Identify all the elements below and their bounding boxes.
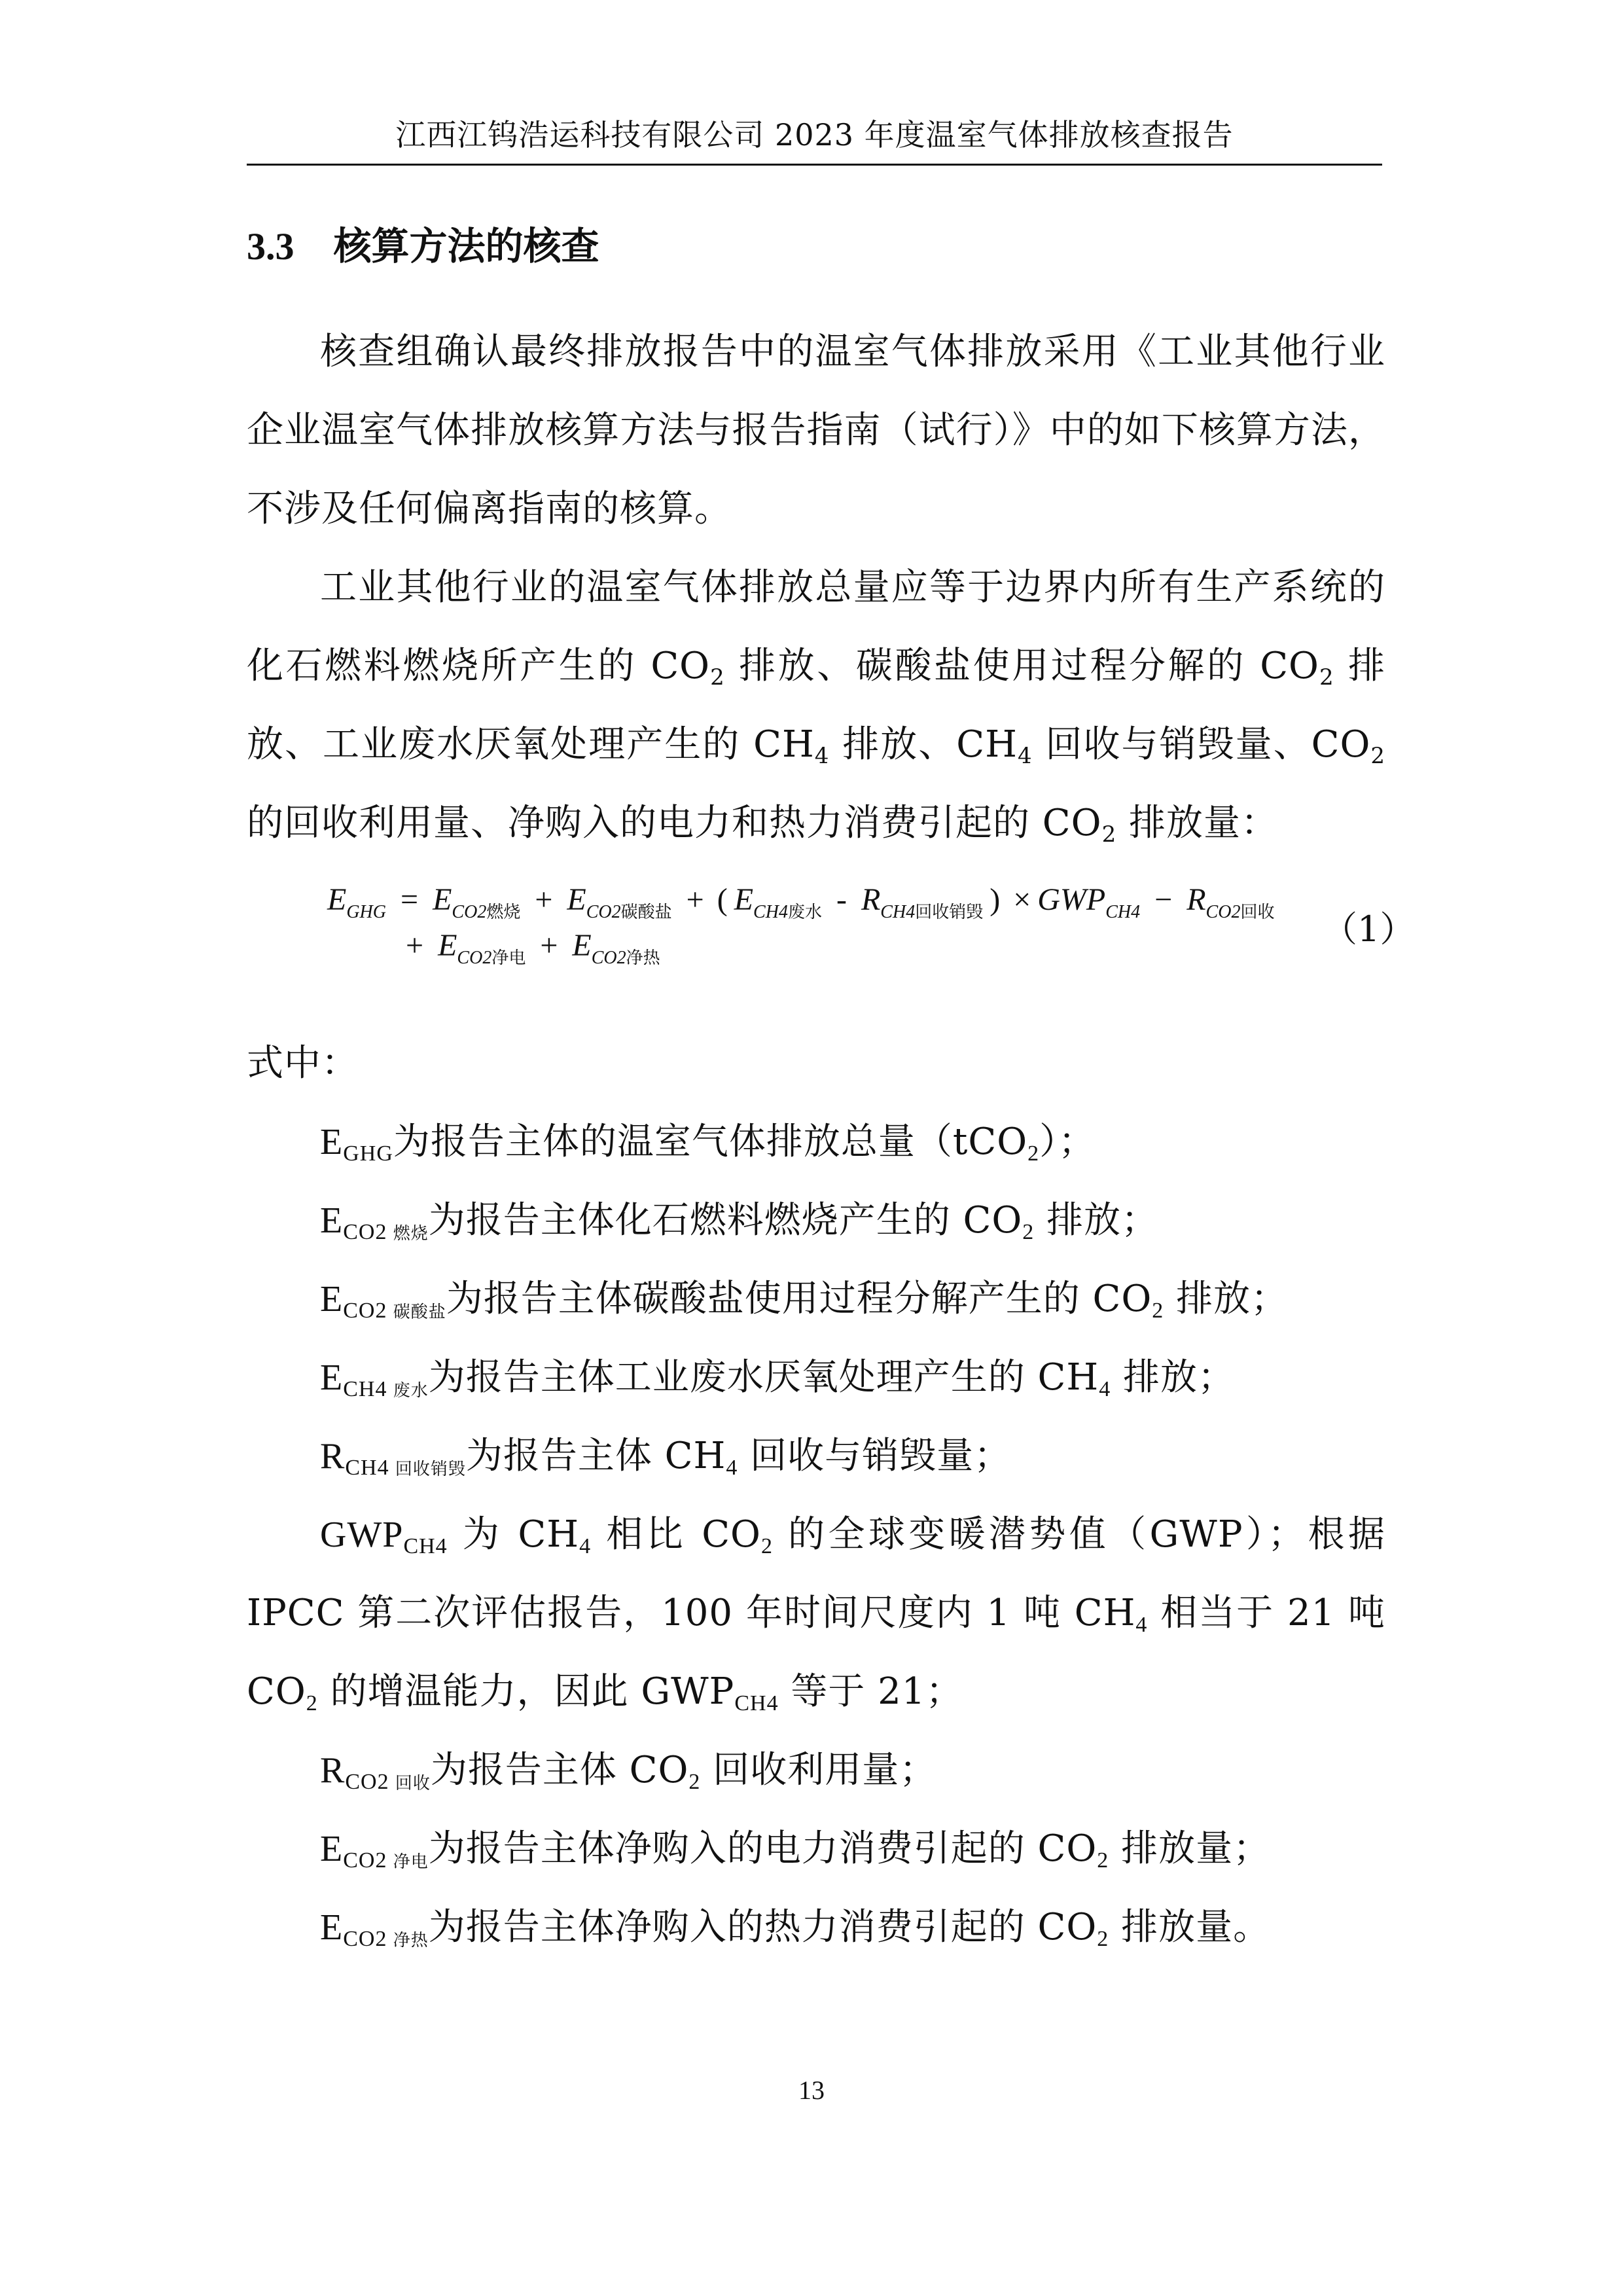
definition-line: $E_{CO2}$ $_{净热}$为报告主体净购入的热力消费引起的 $CO_2$ 排放量。 xyxy=(320,1906,1271,1951)
section-title: 核算方法的核查 xyxy=(333,224,599,268)
definition-line: $E_{CO2}$ $_{燃烧}$为报告主体化石燃料燃烧产生的 $CO_2$ 排放； xyxy=(320,1199,1159,1244)
definition-line: $E_{CO2}$ $_{碳酸盐}$为报告主体碳酸盐使用过程分解产生的 $CO_2$ 排放； xyxy=(320,1278,1289,1323)
paragraph-intro: 核查组确认最终排放报告中的温室气体排放采用《工业其他行业企业温室气体排放核算方法与报告指南（试行）》中的如下核算方法，不涉及任何偏离指南的核算。 xyxy=(247,331,1385,530)
formula-line-2: + $E_{CO2净电} + E_{CO2净热}$ xyxy=(406,928,660,968)
emission-formula xyxy=(327,877,1274,969)
section-number: 3.3 xyxy=(247,225,294,268)
page-number: 13 xyxy=(798,2075,825,2105)
definition-line: $E_{GHG}$为报告主体的温室气体排放总量（tCO$_2$）； xyxy=(320,1121,1096,1166)
definition-line: $R_{CH4}$ $_{回收销毁}$为报告主体 $CH_4$ 回收与销毁量； xyxy=(320,1435,1012,1480)
definition-line: $E_{CH4}$ $_{废水}$为报告主体工业废水厌氧处理产生的 $CH_4$ 排放； xyxy=(320,1356,1236,1401)
definition-line: $R_{CO2}$ $_{回收}$为报告主体 $CO_2$ 回收利用量； xyxy=(320,1749,937,1794)
definition-line: $E_{CO2}$ $_{净电}$为报告主体净购入的电力消费引起的 $CO_2$ 排放量； xyxy=(320,1827,1271,1873)
shizhong-label: 式中： xyxy=(247,1042,359,1085)
gwp-paragraph: $GWP_{CH4}$ 为 $CH_4$ 相比 $CO_2$ 的全球变暖潜势值（GWP）；根据 IPCC 第二次评估报告，100 年时间尺度内 1 吨 $CH_4$ 相当于 21 吨 $CO_2$ 的增温能力，因此 $GWP_{CH4}$ 等于 21； xyxy=(247,1513,1385,1715)
paragraph-scope: 工业其他行业的温室气体排放总量应等于边界内所有生产系统的化石燃料燃烧所产生的 $CO_2$ 排放、碳酸盐使用过程分解的 $CO_2$ 排放、工业废水厌氧处理产生的 $CH_4$ 排放、$CH_4$ 回收与销毁量、$CO_2$ 的回收利用量、净购入的电力和热力消费引起的 $CO_2$ 排放量： xyxy=(247,566,1386,848)
formula-line-1: $E_{GHG} = E_{CO2燃烧} + E_{CO2碳酸盐}$ + ( $E_{CH4废水} - R_{CH4回收销毁}$ ) × $GWP_{CH4} - R_{CO2回收}$ xyxy=(327,882,1275,922)
section-heading xyxy=(247,220,599,273)
equation-number: （1） xyxy=(1322,908,1416,950)
page-header: 江西江钨浩运科技有限公司 2023 年度温室气体排放核查报告 xyxy=(247,115,1382,166)
